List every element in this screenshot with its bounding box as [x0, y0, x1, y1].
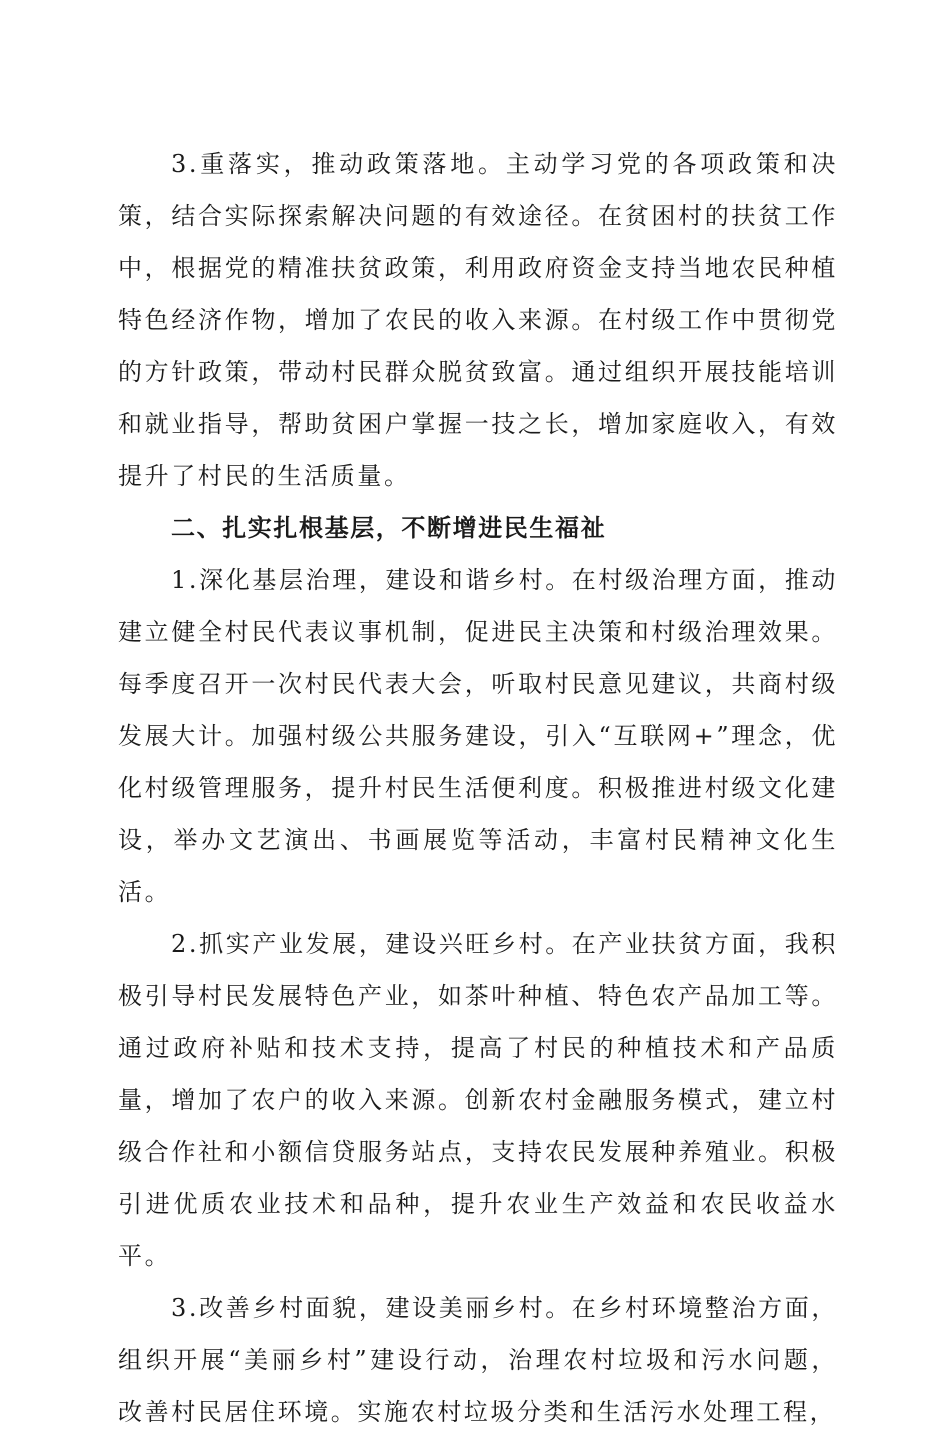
document-body [118, 138, 838, 1438]
paragraph-industry-development: 2.抓实产业发展，建设兴旺乡村。在产业扶贫方面，我积极引导村民发展特色产业，如茶叶种植、特色农产品加工等。通过政府补贴和技术支持，提高了村民的种植技术和产品质量，增加了农户的收入来源。创新农村金融服务模式，建立村级合作社和小额信贷服务站点，支持农民发展种养殖业。积极引进优质农业技术和品种，提升农业生产效益和农民收益水平。 [118, 930, 838, 1270]
section-heading-grassroots: 二、扎实扎根基层，不断增进民生福祉 [171, 514, 607, 542]
paragraph-policy-implementation: 3.重落实，推动政策落地。主动学习党的各项政策和决策，结合实际探索解决问题的有效途径。在贫困村的扶贫工作中，根据党的精准扶贫政策，利用政府资金支持当地农民种植特色经济作物，增加了农民的收入来源。在村级工作中贯彻党的方针政策，带动村民群众脱贫致富。通过组织开展技能培训和就业指导，帮助贫困户掌握一技之长，增加家庭收入，有效提升了村民的生活质量。 [118, 150, 838, 490]
paragraph-village-appearance: 3.改善乡村面貌，建设美丽乡村。在乡村环境整治方面，组织开展“美丽乡村”建设行动，治理农村垃圾和污水问题，改善村民居住环境。实施农村垃圾分类和生活污水处理工程， [118, 1294, 838, 1426]
paragraph-grassroots-governance: 1.深化基层治理，建设和谐乡村。在村级治理方面，推动建立健全村民代表议事机制，促进民主决策和村级治理效果。每季度召开一次村民代表大会，听取村民意见建议，共商村级发展大计。加强村级公共服务建设，引入“互联网+”理念，优化村级管理服务，提升村民生活便利度。积极推进村级文化建设，举办文艺演出、书画展览等活动，丰富村民精神文化生活。 [118, 566, 838, 906]
